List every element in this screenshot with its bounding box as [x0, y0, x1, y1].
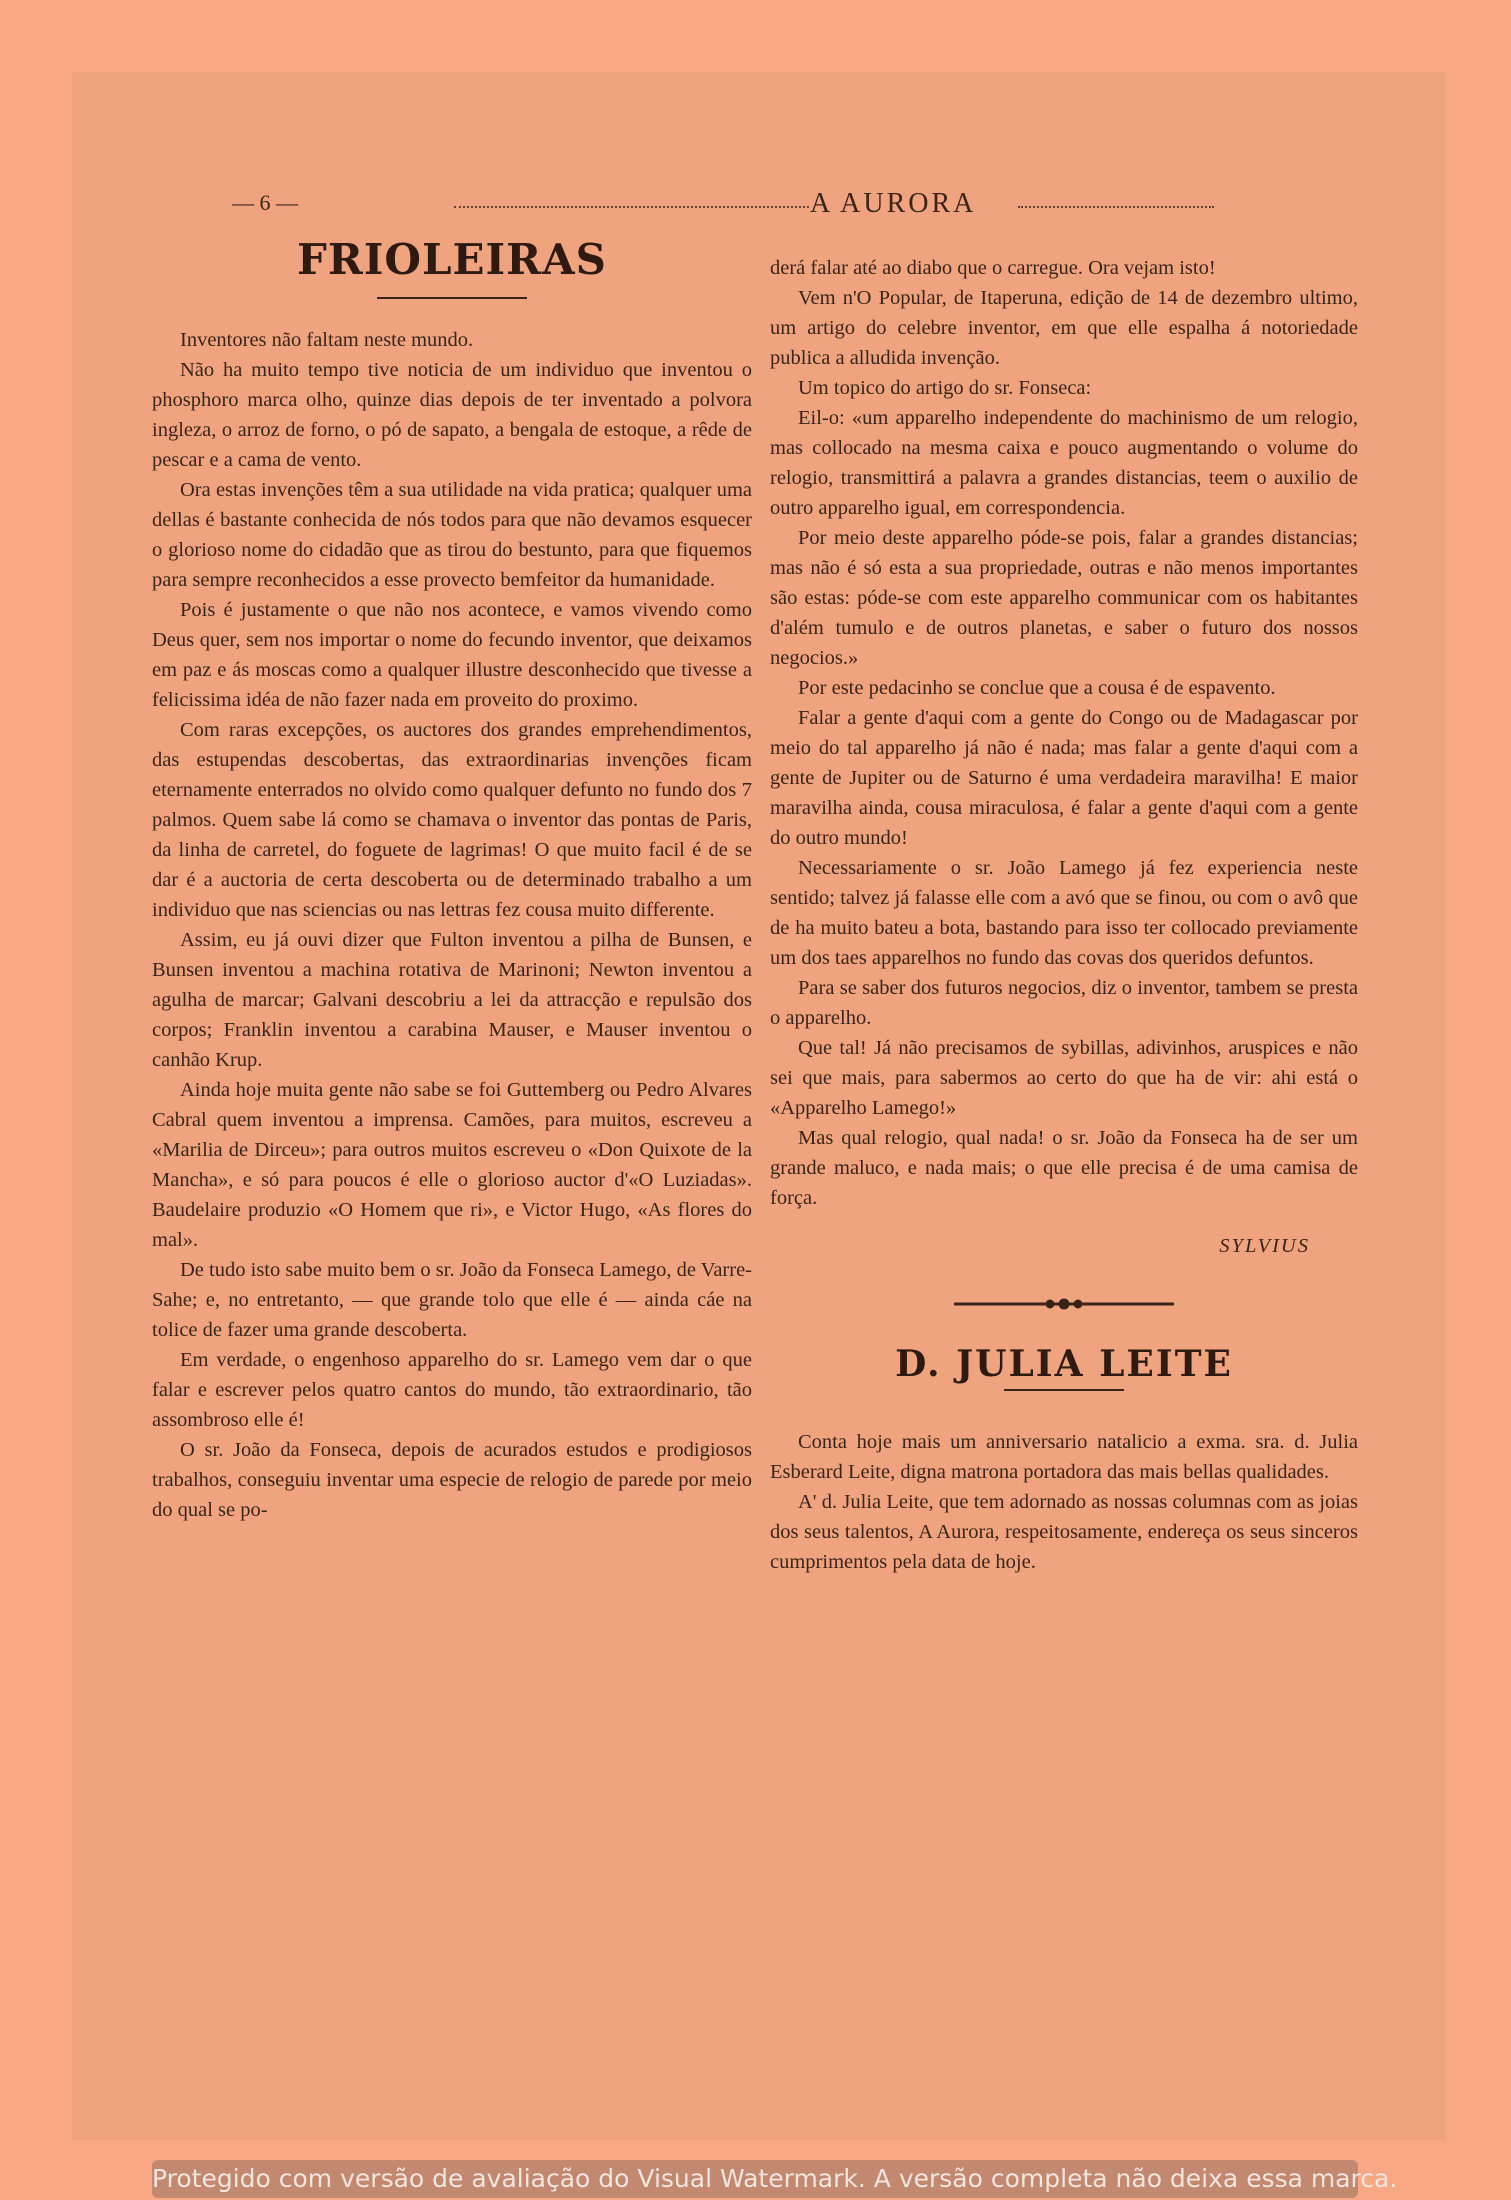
paragraph: Ora estas invenções têm a sua utilidade na vida pratica; qualquer uma dellas é bastante conhecida de nós todos para que não devamos esquecer o glorioso nome do cidadão que as tirou do bestunto, para que fiquemos para sempre reconhecidos a esse provecto bemfeitor da humanidade.: [152, 479, 752, 591]
right-column: [770, 253, 1358, 1577]
paragraph: Com raras excepções, os auctores dos grandes emprehendimentos, das estupendas descobertas, das extraordinarias invenções ficam eternamente enterrados no olvido como qualquer defunto no fundo dos 7 palmos. Quem sabe lá como se chamava o inventor das pontas de Paris, da linha de carretel, do foguete de lagrimas! O que muito facil é de se dar é a auctoria de certa descoberta ou de determinado trabalho a um individuo que nas sciencias ou nas lettras fez cousa muito differente.: [152, 719, 752, 921]
paragraph: Por meio deste apparelho póde-se pois, falar a grandes distancias; mas não é só esta a sua propriedade, outras e não menos importantes são estas: póde-se com este apparelho communicar com os habitantes d'além tumulo e de outros planetas, e saber o futuro dos nossos negocios.»: [770, 527, 1358, 669]
title-rule: [1004, 1389, 1124, 1391]
paragraph: A' d. Julia Leite, que tem adornado as nossas columnas com as joias dos seus talentos, A Aurora, respeitosamente, endereça os seus sinceros cumprimentos pela data de hoje.: [770, 1491, 1358, 1573]
paragraph: Não ha muito tempo tive noticia de um individuo que inventou o phosphoro marca olho, quinze dias depois de ter inventado a polvora ingleza, o arroz de forno, o pó de sapato, a bengala de estoque, a rêde de pescar e a cama de vento.: [152, 359, 752, 471]
article-title-frioleiras: FRIOLEIRAS: [297, 235, 607, 284]
paragraph: Assim, eu já ouvi dizer que Fulton inventou a pilha de Bunsen, e Bunsen inventou a machina rotativa de Marinoni; Newton inventou a agulha de marcar; Galvani descobriu a lei da attracção e repulsão dos corpos; Franklin inventou a carabina Mauser, e Mauser inventou o canhão Krup.: [152, 929, 752, 1071]
paragraph: Falar a gente d'aqui com a gente do Congo ou de Madagascar por meio do tal apparelho já não é nada; mas falar a gente d'aqui com a gente de Jupiter ou de Saturno é uma verdadeira maravilha! E maior maravilha ainda, cousa miraculosa, é falar a gente d'aqui com a gente do outro mundo!: [770, 707, 1358, 849]
paragraph: Inventores não faltam neste mundo.: [180, 329, 474, 351]
paragraph: Por este pedacinho se conclue que a cousa é de espavento.: [798, 677, 1276, 699]
paragraph: Que tal! Já não precisamos de sybillas, adivinhos, aruspices e não sei que mais, para sabermos ao certo do que ha de vir: ahi está o «Apparelho Lamego!»: [770, 1037, 1358, 1119]
paragraph: Um topico do artigo do sr. Fonseca:: [798, 377, 1092, 399]
paragraph: derá falar até ao diabo que o carregue. Ora vejam isto!: [770, 257, 1216, 279]
paragraph: Pois é justamente o que não nos acontece, e vamos vivendo como Deus quer, sem nos importar o nome do fecundo inventor, que deixamos em paz e ás moscas como a qualquer illustre desconhecido que tivesse a felicissima idéa de não fazer nada em proveito do proximo.: [152, 599, 752, 711]
header-rule-right: [1018, 206, 1214, 208]
paragraph: Para se saber dos futuros negocios, diz o inventor, tambem se presta o apparelho.: [770, 977, 1358, 1029]
paragraph: De tudo isto sabe muito bem o sr. João da Fonseca Lamego, de Varre-Sahe; e, no entretanto, — que grande tolo que elle é — ainda cáe na tolice de fazer uma grande descoberta.: [152, 1259, 752, 1341]
page-number: — 6 —: [232, 190, 298, 215]
ornament-divider-icon: [954, 1295, 1174, 1313]
paragraph: Em verdade, o engenhoso apparelho do sr. Lamego vem dar o que falar e escrever pelos quatro cantos do mundo, tão extraordinario, tão assombroso elle é!: [152, 1349, 752, 1431]
paragraph: Eil-o: «um apparelho independente do machinismo de um relogio, mas collocado na mesma caixa e pouco augmentando o volume do relogio, transmittirá a palavra a grandes distancias, teem o auxilio de outro apparelho igual, em correspondencia.: [770, 407, 1358, 519]
paragraph: Vem n'O Popular, de Itaperuna, edição de 14 de dezembro ultimo, um artigo do celebre inventor, em que elle espalha á notoriedade publica a alludida invenção.: [770, 287, 1358, 369]
article-title-julia-leite: D. JULIA LEITE: [895, 1343, 1233, 1385]
watermark-banner: Protegido com versão de avaliação do Visual Watermark. A versão completa não deixa essa marca.: [152, 2160, 1358, 2198]
author-signature: SYLVIUS: [1219, 1235, 1310, 1257]
paragraph: Ainda hoje muita gente não sabe se foi Guttemberg ou Pedro Alvares Cabral quem inventou a imprensa. Camões, para muitos, escreveu a «Marilia de Dirceu»; para outros muitos escreveu o «Don Quixote de la Mancha», e só para poucos é elle o glorioso auctor d'«O Luziadas». Baudelaire produzio «O Homem que ri», e Victor Hugo, «As flores do mal».: [152, 1079, 752, 1251]
left-column: [152, 235, 752, 1525]
journal-title: A AURORA: [810, 188, 977, 219]
paragraph: Necessariamente o sr. João Lamego já fez experiencia neste sentido; talvez já falasse elle com a avó que se finou, ou com o avô que de ha muito bateu a bota, bastando para isso ter collocado previamente um dos taes apparelhos no fundo das covas dos queridos defuntos.: [770, 857, 1358, 969]
paragraph: O sr. João da Fonseca, depois de acurados estudos e prodigiosos trabalhos, conseguiu inventar uma especie de relogio de parede por meio do qual se po-: [152, 1439, 752, 1521]
paragraph: Conta hoje mais um anniversario natalicio a exma. sra. d. Julia Esberard Leite, digna matrona portadora das mais bellas qualidades.: [770, 1431, 1358, 1483]
running-head: [150, 190, 1090, 230]
header-rule-left: [454, 206, 809, 208]
title-rule: [377, 297, 527, 299]
paragraph: Mas qual relogio, qual nada! o sr. João da Fonseca ha de ser um grande maluco, e nada mais; o que elle precisa é de uma camisa de força.: [770, 1127, 1358, 1209]
